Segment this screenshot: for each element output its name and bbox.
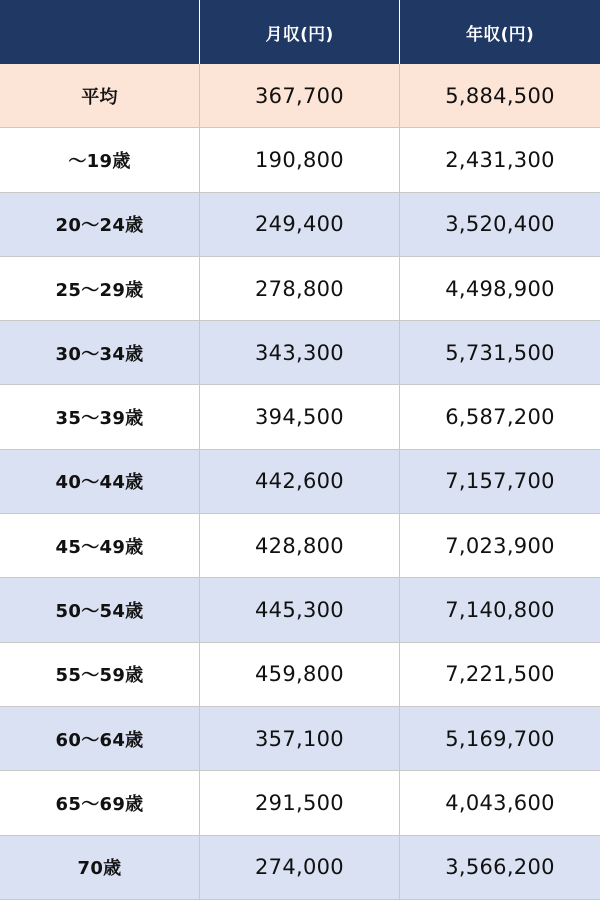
row-label: 50～54歳 (0, 578, 200, 642)
annual-income-cell: 7,157,700 (400, 450, 600, 514)
header-monthly: 月収(円) (200, 0, 400, 64)
row-label: 20～24歳 (0, 193, 200, 257)
annual-income-cell: 7,023,900 (400, 514, 600, 578)
monthly-income-cell: 278,800 (200, 257, 400, 321)
monthly-income-cell: 357,100 (200, 707, 400, 771)
row-label: 55～59歳 (0, 643, 200, 707)
header-annual: 年収(円) (400, 0, 600, 64)
row-label: 平均 (0, 64, 200, 128)
annual-income-cell: 4,498,900 (400, 257, 600, 321)
annual-income-cell: 3,520,400 (400, 193, 600, 257)
annual-income-cell: 5,731,500 (400, 321, 600, 385)
monthly-income-cell: 428,800 (200, 514, 400, 578)
monthly-income-cell: 442,600 (200, 450, 400, 514)
row-label: 60～64歳 (0, 707, 200, 771)
row-label: 45～49歳 (0, 514, 200, 578)
monthly-income-cell: 190,800 (200, 128, 400, 192)
annual-income-cell: 2,431,300 (400, 128, 600, 192)
annual-income-cell: 6,587,200 (400, 385, 600, 449)
monthly-income-cell: 367,700 (200, 64, 400, 128)
monthly-income-cell: 249,400 (200, 193, 400, 257)
row-label: 30～34歳 (0, 321, 200, 385)
monthly-income-cell: 274,000 (200, 836, 400, 900)
row-label: 25～29歳 (0, 257, 200, 321)
monthly-income-cell: 445,300 (200, 578, 400, 642)
row-label: 35～39歳 (0, 385, 200, 449)
monthly-income-cell: 394,500 (200, 385, 400, 449)
row-label: ～19歳 (0, 128, 200, 192)
monthly-income-cell: 343,300 (200, 321, 400, 385)
row-label: 70歳 (0, 836, 200, 900)
annual-income-cell: 7,140,800 (400, 578, 600, 642)
monthly-income-cell: 459,800 (200, 643, 400, 707)
annual-income-cell: 3,566,200 (400, 836, 600, 900)
annual-income-cell: 5,884,500 (400, 64, 600, 128)
row-label: 40～44歳 (0, 450, 200, 514)
annual-income-cell: 4,043,600 (400, 771, 600, 835)
row-label: 65～69歳 (0, 771, 200, 835)
annual-income-cell: 7,221,500 (400, 643, 600, 707)
annual-income-cell: 5,169,700 (400, 707, 600, 771)
header-empty-cell (0, 0, 200, 64)
monthly-income-cell: 291,500 (200, 771, 400, 835)
